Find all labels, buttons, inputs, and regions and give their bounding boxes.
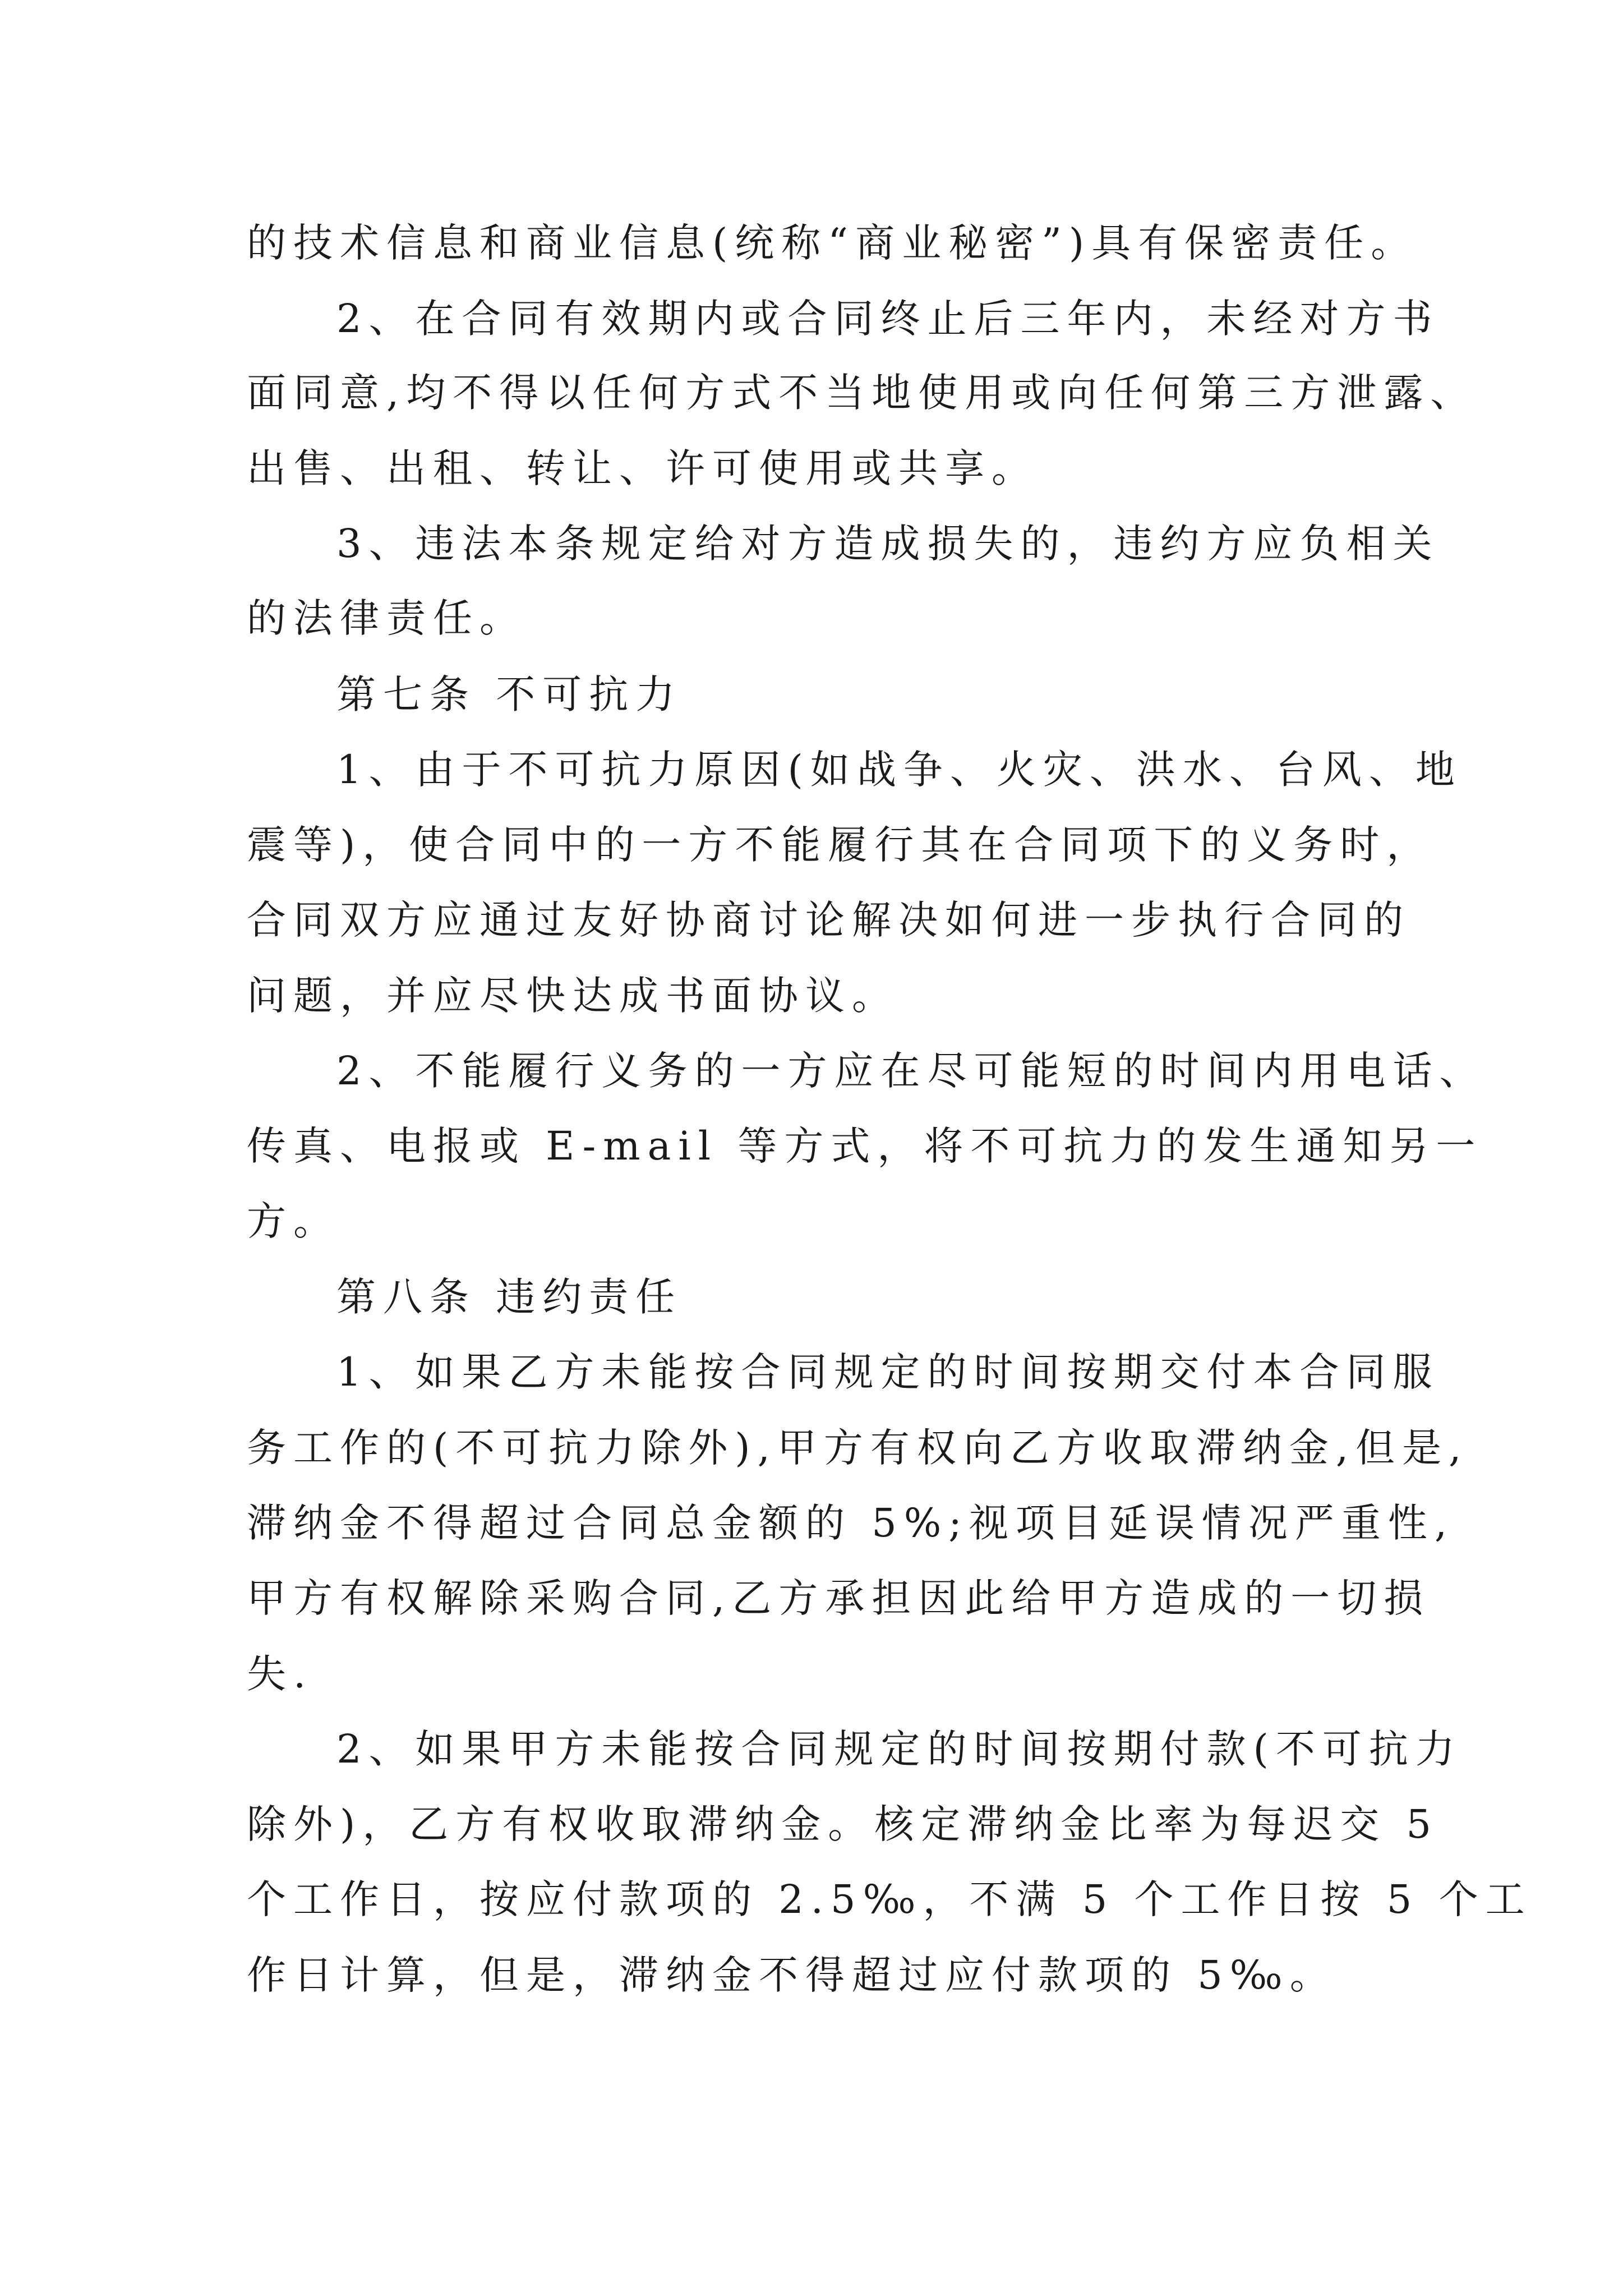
text-line: 方。: [247, 1198, 340, 1244]
section-heading: 第七条 不可抗力: [336, 671, 683, 717]
text-line: 甲方有权解除采购合同,乙方承担因此给甲方造成的一切损: [247, 1575, 1431, 1621]
text-line: 合同双方应通过友好协商讨论解决如何进一步执行合同的: [247, 897, 1410, 943]
text-line: 的技术信息和商业信息(统称“商业秘密”)具有保密责任。: [247, 220, 1418, 266]
section-heading: 第八条 违约责任: [336, 1274, 683, 1320]
text-line: 1、由于不可抗力原因(如战争、火灾、洪水、台风、地: [336, 747, 1462, 793]
text-line: 失.: [247, 1651, 313, 1697]
text-line: 1、如果乙方未能按合同规定的时间按期交付本合同服: [336, 1349, 1440, 1395]
text-line: 面同意,均不得以任何方式不当地使用或向任何第三方泄露、: [247, 370, 1477, 416]
text-line: 2、在合同有效期内或合同终止后三年内，未经对方书: [336, 296, 1440, 342]
text-line: 问题，并应尽快达成书面协议。: [247, 973, 898, 1019]
text-line: 3、违法本条规定给对方造成损失的，违约方应负相关: [336, 521, 1440, 567]
text-line: 作日计算，但是，滞纳金不得超过应付款项的 5‰。: [247, 1952, 1336, 1998]
text-line: 2、如果甲方未能按合同规定的时间按期付款(不可抗力: [336, 1726, 1462, 1772]
text-line: 出售、出租、转让、许可使用或共享。: [247, 445, 1038, 491]
text-line: 除外)，乙方有权收取滞纳金。核定滞纳金比率为每迟交 5: [247, 1801, 1439, 1847]
text-line: 务工作的(不可抗力除外),甲方有权向乙方收取滞纳金,但是,: [247, 1425, 1469, 1471]
text-line: 震等)，使合同中的一方不能履行其在合同项下的义务时，: [247, 822, 1433, 868]
text-line: 2、不能履行义务的一方应在尽可能短的时间内用电话、: [336, 1048, 1486, 1094]
text-line: 滞纳金不得超过合同总金额的 5%;视项目延误情况严重性,: [247, 1500, 1455, 1546]
text-line: 传真、电报或 E-mail 等方式，将不可抗力的发生通知另一: [247, 1123, 1483, 1169]
text-line: 个工作日，按应付款项的 2.5‰，不满 5 个工作日按 5 个工: [247, 1876, 1532, 1922]
text-line: 的法律责任。: [247, 595, 526, 641]
